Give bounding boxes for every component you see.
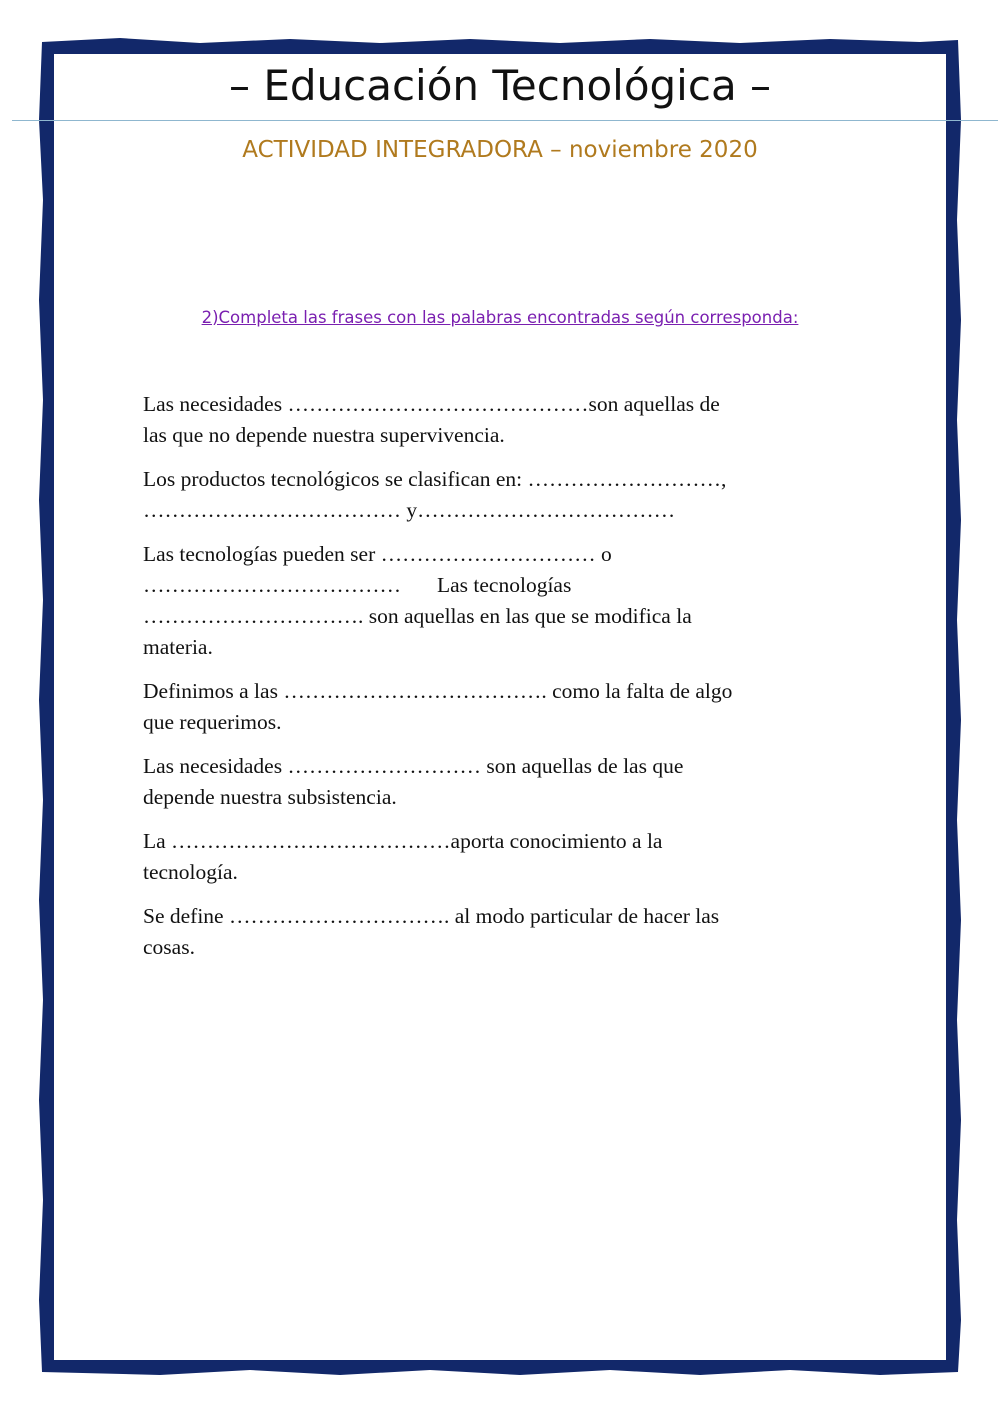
sentence-line: Se define …………………………. al modo particular de hacer las [143, 904, 720, 928]
sentence-line: cosas. [143, 935, 195, 959]
sentence-line [143, 570, 843, 601]
activity-subtitle: ACTIVIDAD INTEGRADORA – noviembre 2020 [242, 137, 758, 163]
sentence-line: Las necesidades ……………………… son aquellas de las que [143, 754, 684, 778]
header-rule [12, 120, 998, 121]
sentence-line: Las tecnologías pueden ser ………………………… o [143, 542, 612, 566]
sentence-line: Las necesidades ……………………………………son aquellas de [143, 392, 720, 416]
sentence-4 [143, 676, 843, 738]
sentence-5 [143, 751, 843, 813]
sentence-line: materia. [143, 635, 213, 659]
sentence-line: ……………………………… y……………………………… [143, 498, 676, 522]
sentence-6 [143, 826, 843, 888]
sentence-line: Definimos a las ………………………………. como la falta de algo [143, 679, 733, 703]
sentence-line: que requerimos. [143, 710, 282, 734]
sentence-line: depende nuestra subsistencia. [143, 785, 397, 809]
sentence-7 [143, 901, 843, 963]
sentence-2 [143, 464, 843, 526]
sentence-line: …………………………. son aquellas en las que se modifica la [143, 604, 692, 628]
sentence-3 [143, 539, 843, 663]
sentence-1 [143, 389, 843, 451]
sentence-line: tecnología. [143, 860, 238, 884]
blank-segment: ……………………………… [143, 573, 401, 597]
page-title: – Educación Tecnológica – [228, 61, 772, 110]
sentence-line: las que no depende nuestra supervivencia. [143, 423, 505, 447]
sentence-line: Los productos tecnológicos se clasifican en: ………………………, [143, 467, 727, 491]
sentence-line: La …………………………………aporta conocimiento a la [143, 829, 663, 853]
instruction-text: 2)Completa las frases con las palabras encontradas según corresponda: [201, 308, 799, 327]
fill-in-sentences [143, 389, 843, 976]
sentence-segment: Las tecnologías [437, 573, 572, 597]
